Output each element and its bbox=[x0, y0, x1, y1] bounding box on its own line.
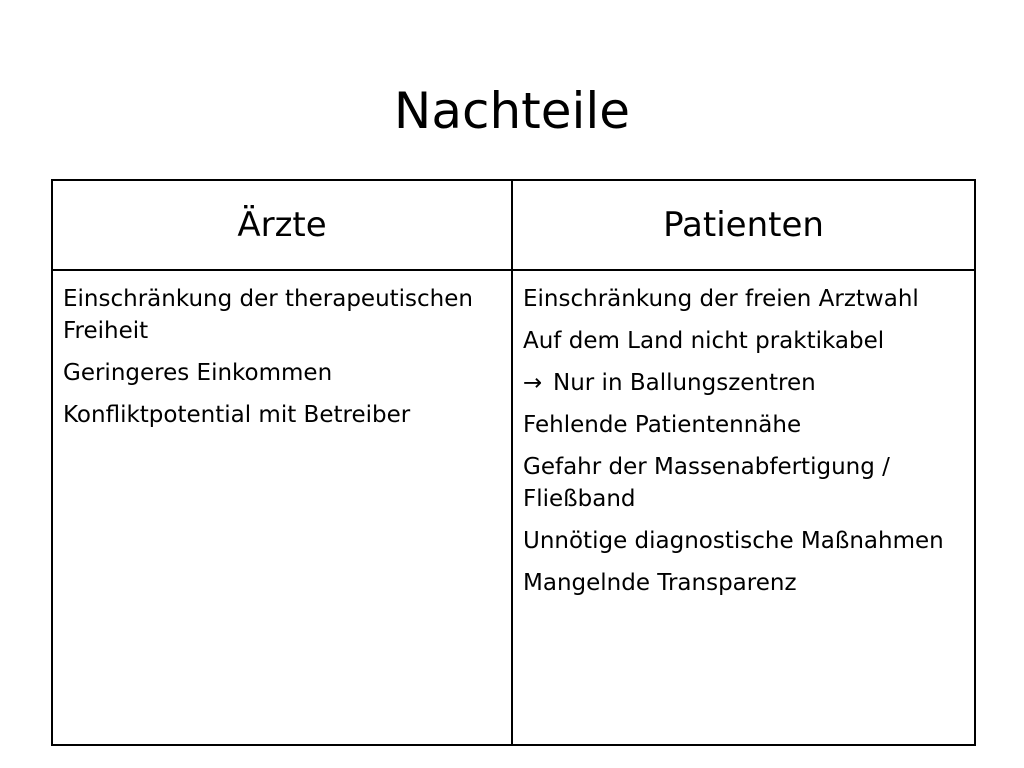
list-item: Fehlende Patientennähe bbox=[523, 412, 802, 438]
header-aerzte: Ärzte bbox=[52, 180, 512, 270]
list-item: Geringeres Einkommen bbox=[63, 360, 333, 386]
patienten-cell bbox=[512, 270, 975, 745]
list-item: Mangelnde Transparenz bbox=[523, 570, 797, 596]
list-item-text: Nur in Ballungszentren bbox=[553, 370, 816, 396]
list-item: Gefahr der Massenabfertigung / Fließband bbox=[523, 454, 890, 512]
list-item: Einschränkung der therapeutischen Freiheit bbox=[63, 286, 473, 344]
aerzte-cell bbox=[52, 270, 512, 745]
table-body-row bbox=[52, 270, 975, 745]
list-item: Auf dem Land nicht praktikabel bbox=[523, 328, 885, 354]
table-header-row bbox=[52, 180, 975, 270]
list-item: Konfliktpotential mit Betreiber bbox=[63, 402, 411, 428]
arrow-right-icon: → bbox=[523, 370, 543, 396]
list-item: Unnötige diagnostische Maßnahmen bbox=[523, 528, 944, 554]
header-patienten: Patienten bbox=[512, 180, 975, 270]
patienten-list bbox=[523, 283, 964, 599]
list-item: Einschränkung der freien Arztwahl bbox=[523, 286, 919, 312]
comparison-table bbox=[51, 179, 976, 746]
list-item-with-arrow bbox=[523, 367, 964, 399]
slide-title: Nachteile bbox=[393, 82, 631, 140]
aerzte-list bbox=[63, 283, 501, 431]
